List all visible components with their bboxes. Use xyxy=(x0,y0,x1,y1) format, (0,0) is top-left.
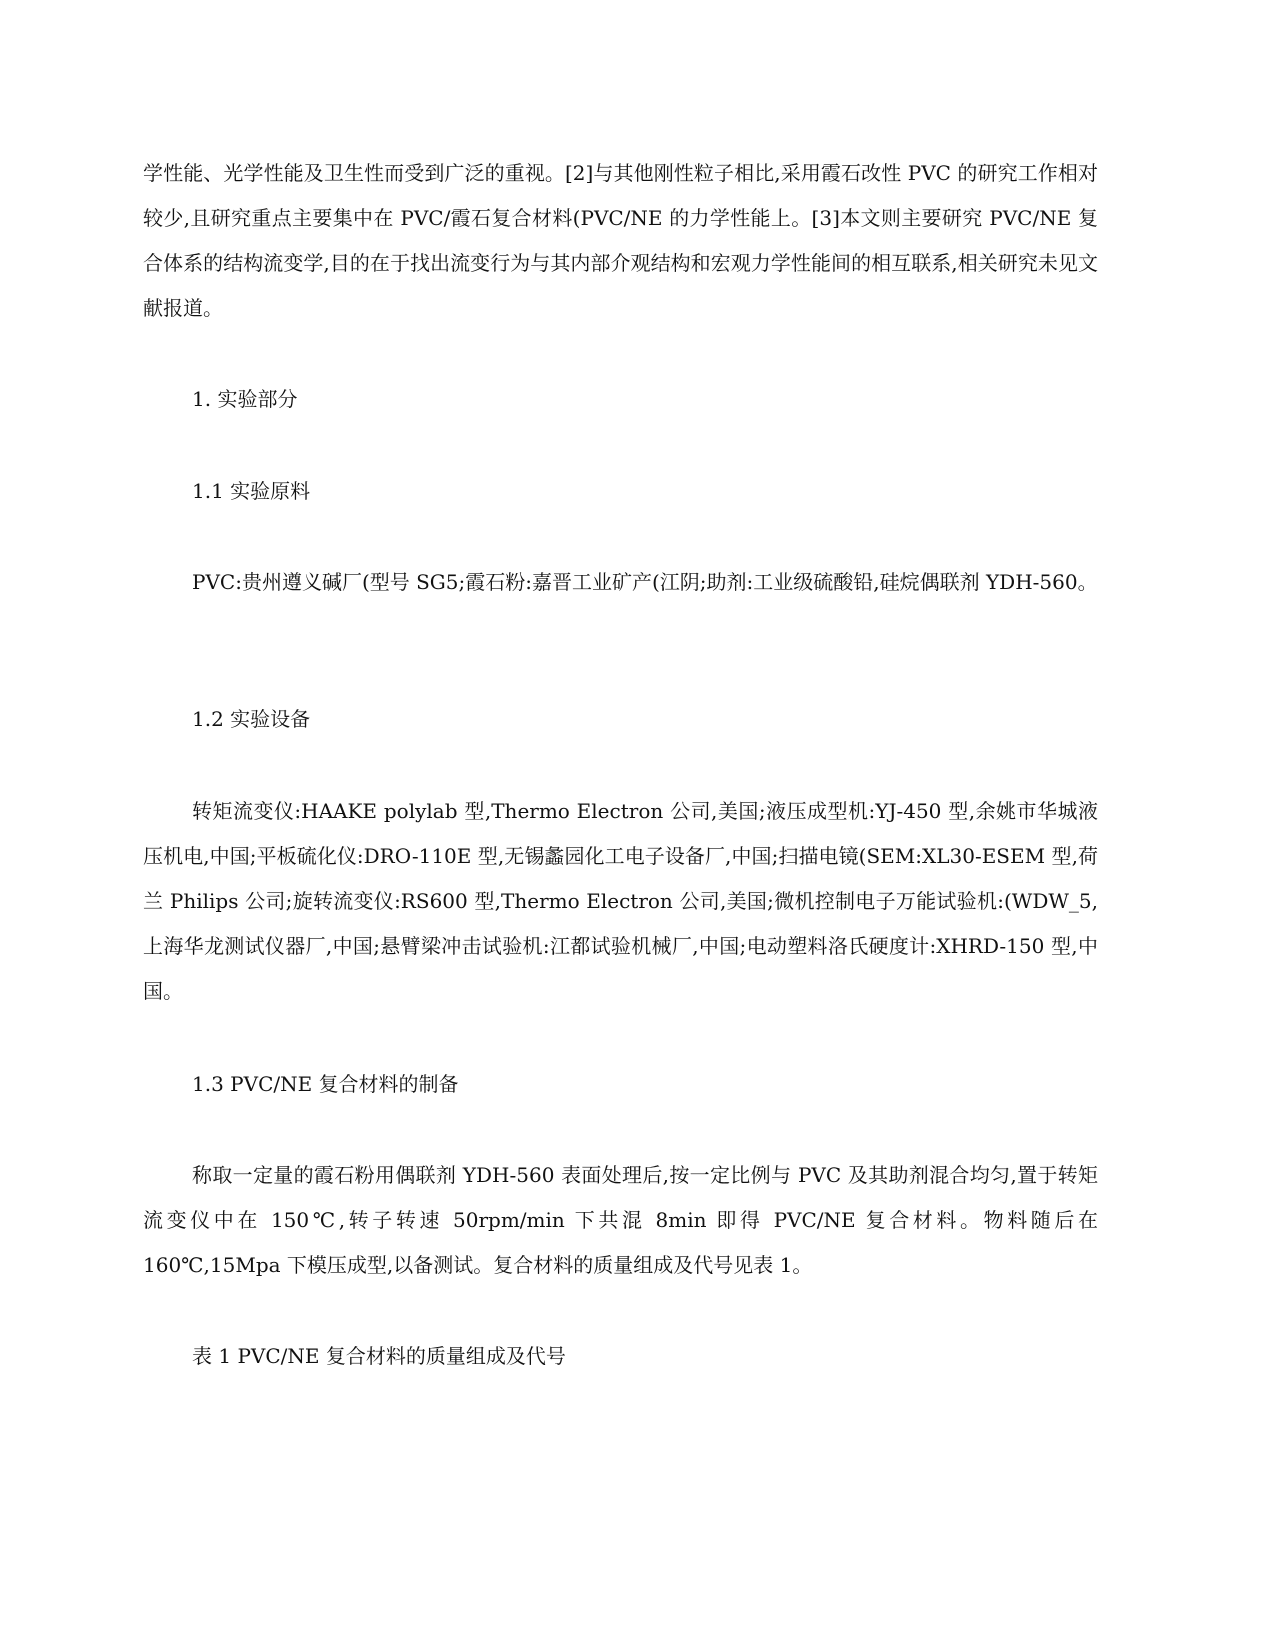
section-1-2-heading: 1.2 实验设备 xyxy=(192,707,311,731)
intro-paragraph: 学性能、光学性能及卫生性而受到广泛的重视。[2]与其他刚性粒子相比,采用霞石改性 PVC 的研究工作相对较少,且研究重点主要集中在 PVC/霞石复合材料(PVC/NE 的力学性能上。[3]本文则主要研究 PVC/NE 复合体系的结构流变学,目的在于找出流变行为与其内部介观结构和宏观力学性能间的相互联系,相关研究未见文献报道。 xyxy=(143,161,1098,320)
section-1-3-heading: 1.3 PVC/NE 复合材料的制备 xyxy=(192,1072,459,1096)
preparation-paragraph: 称取一定量的霞石粉用偶联剂 YDH-560 表面处理后,按一定比例与 PVC 及其助剂混合均匀,置于转矩流变仪中在 150℃,转子转速 50rpm/min 下共混 8min 即得 PVC/NE 复合材料。物料随后在 160℃,15Mpa 下模压成型,以备测试。复合材料的质量组成及代号见表 1。 xyxy=(143,1163,1098,1277)
materials-paragraph: PVC:贵州遵义碱厂(型号 SG5;霞石粉:嘉晋工业矿产(江阴;助剂:工业级硫酸铅,硅烷偶联剂 YDH-560。 xyxy=(192,570,1098,594)
section-1-1-heading: 1.1 实验原料 xyxy=(192,479,311,503)
section-1-heading: 1. 实验部分 xyxy=(192,387,298,411)
table-1-caption: 表 1 PVC/NE 复合材料的质量组成及代号 xyxy=(192,1344,566,1368)
equipment-paragraph: 转矩流变仪:HAAKE polylab 型,Thermo Electron 公司,美国;液压成型机:YJ-450 型,余姚市华城液压机电,中国;平板硫化仪:DRO-110E 型,无锡蠡园化工电子设备厂,中国;扫描电镜(SEM:XL30-ESEM 型,荷兰 Philips 公司;旋转流变仪:RS600 型,Thermo Electron 公司,美国;微机控制电子万能试验机:(WDW_5,上海华龙测试仪器厂,中国;悬臂梁冲击试验机:江都试验机械厂,中国;电动塑料洛氏硬度计:XHRD-150 型,中国。 xyxy=(143,799,1098,1003)
